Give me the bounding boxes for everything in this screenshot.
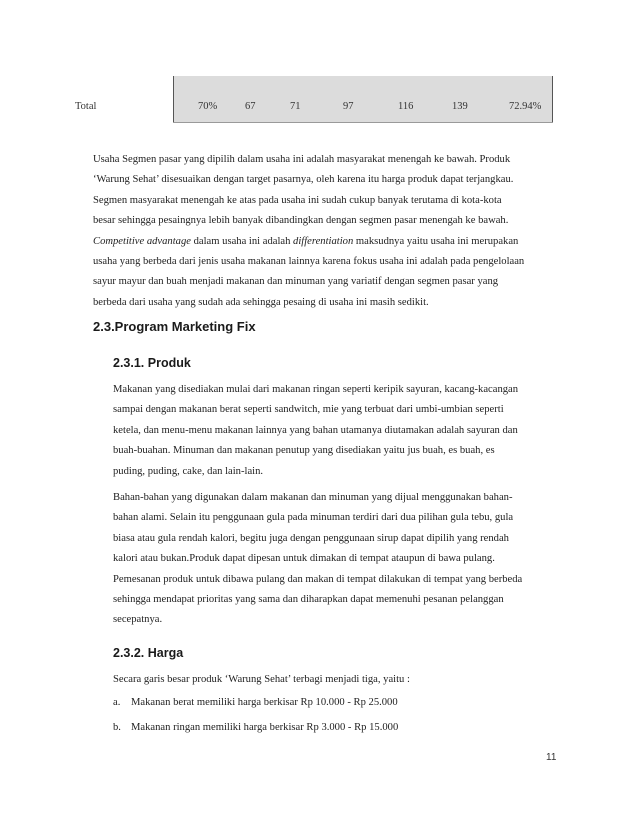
table-cell: 67: [245, 101, 256, 112]
table-cell: 139: [452, 101, 468, 112]
text-line: sehingga mendapat prioritas yang sama dan diharapkan dapat memenuhi pesanan pelanggan: [113, 594, 504, 606]
text-line: besar sehingga pesaingnya lebih banyak dibandingkan dengan segmen pasar menengah ke bawah.: [93, 215, 509, 227]
list-marker: b.: [113, 722, 121, 733]
subsection-heading-produk: 2.3.1. Produk: [113, 356, 191, 370]
text-line: Bahan-bahan yang digunakan dalam makanan dan minuman yang dijual menggunakan bahan-: [113, 492, 513, 503]
table-cell: 116: [398, 101, 414, 112]
text-line: Segmen masyarakat menengah ke atas pada usaha ini sudah cukup banyak terutama di kota-kota: [93, 194, 502, 206]
text-span: maksudnya yaitu usaha ini merupakan: [353, 235, 519, 247]
section-heading: 2.3.Program Marketing Fix: [93, 319, 256, 334]
intro-paragraph: [93, 150, 561, 313]
emphasis-text: differentiation: [293, 235, 354, 247]
table-row-label: Total: [75, 101, 97, 112]
text-line: biasa atau gula rendah kalori, begitu juga dengan penggunaan sirup dapat dipilih yang rendah: [113, 532, 509, 544]
table-divider-left: [173, 76, 174, 122]
text-line: Makanan yang disediakan mulai dari makanan ringan seperti keripik sayuran, kacang-kacangan: [113, 384, 519, 395]
page-number: 11: [546, 752, 557, 763]
table-cell: 97: [343, 101, 354, 112]
text-line: sampai dengan makanan berat seperti sandwitch, mie yang terbuat dari umbi-umbian seperti: [113, 404, 504, 416]
text-line: buah-buahan. Minuman dan makanan penutup yang disediakan yaitu jus buah, es buah, es: [113, 445, 495, 457]
subsection-heading-harga: 2.3.2. Harga: [113, 646, 184, 660]
text-line: kalori atau bukan.Produk dapat dipesan untuk dimakan di tempat ataupun di bawa pulang.: [113, 553, 495, 565]
text-span: dalam usaha ini adalah: [190, 235, 294, 247]
table-cell: 70%: [198, 101, 218, 112]
list-item: [113, 697, 398, 708]
text-line: Usaha Segmen pasar yang dipilih dalam usaha ini adalah masyarakat menengah ke bawah. Produk: [93, 154, 511, 165]
text-line: berbeda dari usaha yang sudah ada sehingga pesaing di usaha ini masih sedikit.: [93, 296, 429, 308]
table-divider-right: [552, 76, 553, 122]
table-cell: 72.94%: [509, 101, 542, 112]
list-item-text: Makanan berat memiliki harga berkisar Rp 10.000 - Rp 25.000: [131, 697, 398, 708]
list-marker: a.: [113, 697, 121, 708]
harga-intro: Secara garis besar produk ‘Warung Sehat’ terbagi menjadi tiga, yaitu :: [113, 674, 410, 685]
text-line: ‘Warung Sehat’ disesuaikan dengan target pasarnya, oleh karena itu harga produk dapat terjangkau.: [93, 174, 514, 186]
list-item: [113, 722, 398, 733]
produk-paragraph-1: [113, 380, 561, 482]
produk-paragraph-2: [113, 488, 561, 631]
text-line: ketela, dan menu-menu makanan lainnya yang bahan utamanya diutamakan adalah sayuran dan: [113, 424, 518, 436]
text-line: puding, puding, cake, dan lain-lain.: [113, 465, 264, 477]
list-item-text: Makanan ringan memiliki harga berkisar Rp 3.000 - Rp 15.000: [131, 722, 399, 733]
text-line: usaha yang berbeda dari jenis usaha makanan lainnya karena fokus usaha ini adalah pada pengelolaan: [93, 256, 525, 268]
table-bottom-border: [173, 122, 553, 123]
text-line: sayur mayur dan buah menjadi makanan dan minuman yang variatif dengan segmen pasar yang: [93, 276, 499, 288]
table-shaded-area: [173, 76, 553, 122]
table-cell: 71: [290, 101, 301, 112]
text-line: bahan alami. Selain itu penggunaan gula pada minuman terdiri dari dua pilihan gula tebu, gula: [113, 512, 514, 524]
table-fragment: [0, 0, 638, 130]
text-line: [93, 232, 561, 252]
emphasis-text: Competitive advantage: [93, 235, 191, 247]
text-line: Pemesanan produk untuk dibawa pulang dan makan di tempat dilakukan di tempat yang berbeda: [113, 573, 523, 585]
text-line: secepatnya.: [113, 614, 163, 626]
